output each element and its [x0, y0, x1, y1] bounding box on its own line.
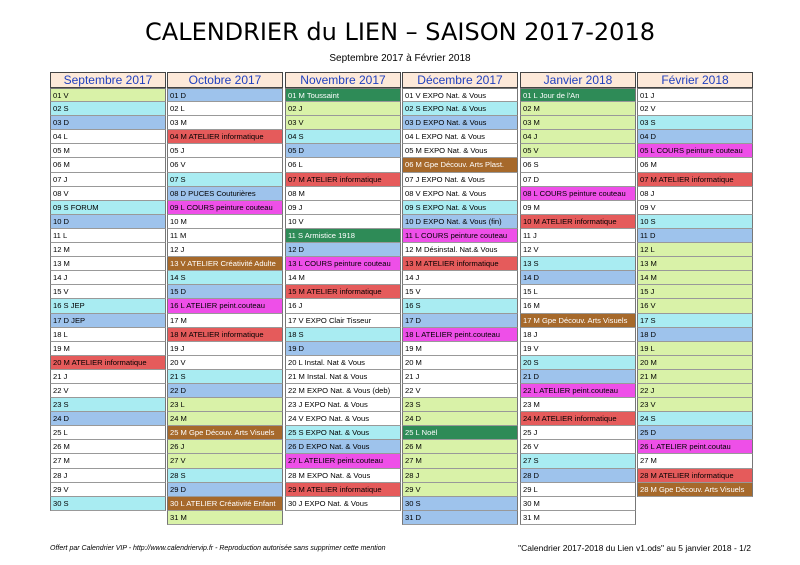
day-cell: 22 J	[637, 384, 753, 398]
day-cell: 19 V	[520, 342, 636, 356]
day-cell: 24 D	[50, 412, 166, 426]
day-cell: 12 J	[167, 243, 283, 257]
day-cell: 07 J EXPO Nat. & Vous	[402, 173, 518, 187]
day-cell: 29 V	[402, 483, 518, 497]
day-cell: 28 J	[50, 469, 166, 483]
day-cell: 20 V	[167, 356, 283, 370]
day-cell: 09 S FORUM	[50, 201, 166, 215]
day-cell: 25 L	[50, 426, 166, 440]
day-cell: 16 J	[285, 299, 401, 313]
day-cell: 04 M ATELIER informatique	[167, 130, 283, 144]
day-cell: 18 M ATELIER informatique	[167, 328, 283, 342]
day-cell: 03 M	[520, 116, 636, 130]
day-cell: 19 L	[637, 342, 753, 356]
day-cell: 11 M	[167, 229, 283, 243]
day-cell: 04 D	[637, 130, 753, 144]
day-cell: 25 J	[520, 426, 636, 440]
day-cell: 16 S JEP	[50, 299, 166, 313]
day-cell: 26 M	[402, 440, 518, 454]
day-cell: 28 D	[520, 469, 636, 483]
day-cell: 17 V EXPO Clair Tisseur	[285, 314, 401, 328]
day-cell: 08 V EXPO Nat. & Vous	[402, 187, 518, 201]
day-list	[285, 88, 401, 511]
day-cell: 07 D	[520, 173, 636, 187]
day-cell: 08 V	[50, 187, 166, 201]
day-cell: 24 M ATELIER informatique	[520, 412, 636, 426]
day-list	[50, 88, 166, 511]
day-cell: 07 S	[167, 173, 283, 187]
day-cell: 29 D	[167, 483, 283, 497]
day-cell: 21 S	[167, 370, 283, 384]
day-cell: 03 S	[637, 116, 753, 130]
day-cell: 27 S	[520, 454, 636, 468]
day-cell: 13 S	[520, 257, 636, 271]
day-cell: 31 M	[520, 511, 636, 525]
day-cell: 14 D	[520, 271, 636, 285]
day-cell: 10 D EXPO Nat. & Vous (fin)	[402, 215, 518, 229]
day-cell: 05 V	[520, 144, 636, 158]
day-cell: 02 V	[637, 102, 753, 116]
day-list	[520, 88, 636, 525]
month-header: Octobre 2017	[167, 72, 283, 88]
day-cell: 30 S	[402, 497, 518, 511]
day-cell: 26 J	[167, 440, 283, 454]
day-cell: 20 M	[402, 356, 518, 370]
day-cell: 17 D JEP	[50, 314, 166, 328]
day-cell: 09 L COURS peinture couteau	[167, 201, 283, 215]
day-cell: 01 D	[167, 88, 283, 102]
day-cell: 16 S	[402, 299, 518, 313]
day-cell: 03 D	[50, 116, 166, 130]
day-cell: 14 M	[637, 271, 753, 285]
month-header: Janvier 2018	[520, 72, 636, 88]
day-cell: 30 M	[520, 497, 636, 511]
day-cell: 12 D	[285, 243, 401, 257]
day-cell: 02 J	[285, 102, 401, 116]
day-cell: 12 V	[520, 243, 636, 257]
day-cell: 26 D EXPO Nat. & Vous	[285, 440, 401, 454]
day-cell: 04 L EXPO Nat. & Vous	[402, 130, 518, 144]
day-cell: 01 V	[50, 88, 166, 102]
day-cell: 11 S Armistice 1918	[285, 229, 401, 243]
day-cell: 05 L COURS peinture couteau	[637, 144, 753, 158]
page-title: CALENDRIER du LIEN – SAISON 2017-2018	[145, 18, 655, 46]
day-cell: 12 M	[50, 243, 166, 257]
day-cell: 23 J EXPO Nat. & Vous	[285, 398, 401, 412]
day-cell: 02 S	[50, 102, 166, 116]
day-list	[637, 88, 753, 497]
day-cell: 19 J	[167, 342, 283, 356]
day-cell: 22 L ATELIER peint.couteau	[520, 384, 636, 398]
day-list	[167, 88, 283, 525]
day-cell: 28 M Gpe Découv. Arts Visuels	[637, 483, 753, 497]
day-cell: 01 M Toussaint	[285, 88, 401, 102]
day-cell: 06 M	[50, 158, 166, 172]
day-cell: 22 M EXPO Nat. & Vous (deb)	[285, 384, 401, 398]
month-header: Novembre 2017	[285, 72, 401, 88]
footer-credit: Offert par Calendrier VIP - http://www.calendriervip.fr - Reproduction autorisée sans supprimer cette mention	[50, 545, 386, 552]
day-cell: 01 J	[637, 88, 753, 102]
day-cell: 02 M	[520, 102, 636, 116]
day-cell: 17 M Gpe Découv. Arts Visuels	[520, 314, 636, 328]
day-cell: 24 S	[637, 412, 753, 426]
day-cell: 08 D PUCES Couturières	[167, 187, 283, 201]
day-cell: 23 M	[520, 398, 636, 412]
day-cell: 08 J	[637, 187, 753, 201]
day-cell: 13 M	[637, 257, 753, 271]
day-cell: 18 S	[285, 328, 401, 342]
month-header: Décembre 2017	[402, 72, 518, 88]
day-cell: 04 J	[520, 130, 636, 144]
day-cell: 05 J	[167, 144, 283, 158]
day-cell: 28 S	[167, 469, 283, 483]
month-column	[50, 72, 166, 511]
day-cell: 24 V EXPO Nat. & Vous	[285, 412, 401, 426]
day-cell: 10 D	[50, 215, 166, 229]
day-cell: 07 M ATELIER informatique	[285, 173, 401, 187]
day-cell: 24 D	[402, 412, 518, 426]
day-cell: 23 S	[402, 398, 518, 412]
day-cell: 07 J	[50, 173, 166, 187]
day-cell: 02 L	[167, 102, 283, 116]
day-cell: 11 L COURS peinture couteau	[402, 229, 518, 243]
day-cell: 10 M ATELIER informatique	[520, 215, 636, 229]
day-cell: 03 V	[285, 116, 401, 130]
day-cell: 28 M EXPO Nat. & Vous	[285, 469, 401, 483]
day-cell: 05 M EXPO Nat. & Vous	[402, 144, 518, 158]
month-column	[285, 72, 401, 511]
day-cell: 20 L Instal. Nat & Vous	[285, 356, 401, 370]
day-cell: 08 M	[285, 187, 401, 201]
day-cell: 13 M ATELIER informatique	[402, 257, 518, 271]
day-cell: 06 S	[520, 158, 636, 172]
day-cell: 29 V	[50, 483, 166, 497]
day-cell: 30 J EXPO Nat. & Vous	[285, 497, 401, 511]
day-cell: 14 J	[402, 271, 518, 285]
day-cell: 31 D	[402, 511, 518, 525]
day-cell: 27 M	[402, 454, 518, 468]
day-cell: 12 L	[637, 243, 753, 257]
day-cell: 26 M	[50, 440, 166, 454]
month-column	[637, 72, 753, 497]
day-cell: 01 V EXPO Nat. & Vous	[402, 88, 518, 102]
day-cell: 11 D	[637, 229, 753, 243]
day-cell: 16 M	[520, 299, 636, 313]
day-cell: 14 S	[167, 271, 283, 285]
day-cell: 13 M	[50, 257, 166, 271]
day-cell: 06 M Gpe Découv. Arts Plast.	[402, 158, 518, 172]
day-cell: 26 V	[520, 440, 636, 454]
day-cell: 22 D	[167, 384, 283, 398]
month-column	[167, 72, 283, 525]
day-cell: 16 V	[637, 299, 753, 313]
day-cell: 13 V ATELIER Créativité Adulte	[167, 257, 283, 271]
day-cell: 18 D	[637, 328, 753, 342]
day-cell: 08 L COURS peinture couteau	[520, 187, 636, 201]
day-cell: 18 J	[520, 328, 636, 342]
month-column	[520, 72, 636, 525]
day-cell: 21 J	[402, 370, 518, 384]
page-subtitle: Septembre 2017 à Février 2018	[329, 53, 471, 64]
day-cell: 21 M Instal. Nat & Vous	[285, 370, 401, 384]
day-cell: 20 S	[520, 356, 636, 370]
day-cell: 24 M	[167, 412, 283, 426]
day-cell: 03 M	[167, 116, 283, 130]
day-cell: 02 S EXPO Nat. & Vous	[402, 102, 518, 116]
day-cell: 26 L ATELIER peint.coutau	[637, 440, 753, 454]
day-cell: 18 L ATELIER peint.couteau	[402, 328, 518, 342]
day-cell: 15 D	[167, 285, 283, 299]
day-cell: 17 M	[167, 314, 283, 328]
day-cell: 23 S	[50, 398, 166, 412]
day-cell: 27 M	[50, 454, 166, 468]
day-list	[402, 88, 518, 525]
day-cell: 27 M	[637, 454, 753, 468]
day-cell: 29 M ATELIER informatique	[285, 483, 401, 497]
day-cell: 14 J	[50, 271, 166, 285]
day-cell: 10 S	[637, 215, 753, 229]
day-cell: 30 S	[50, 497, 166, 511]
day-cell: 01 L Jour de l'An	[520, 88, 636, 102]
day-cell: 18 L	[50, 328, 166, 342]
day-cell: 25 M Gpe Découv. Arts Visuels	[167, 426, 283, 440]
day-cell: 06 V	[167, 158, 283, 172]
day-cell: 21 D	[520, 370, 636, 384]
day-cell: 04 S	[285, 130, 401, 144]
day-cell: 31 M	[167, 511, 283, 525]
day-cell: 29 L	[520, 483, 636, 497]
day-cell: 20 M ATELIER informatique	[50, 356, 166, 370]
day-cell: 05 M	[50, 144, 166, 158]
day-cell: 06 L	[285, 158, 401, 172]
day-cell: 11 J	[520, 229, 636, 243]
day-cell: 15 V	[50, 285, 166, 299]
day-cell: 09 J	[285, 201, 401, 215]
day-cell: 10 V	[285, 215, 401, 229]
day-cell: 19 D	[285, 342, 401, 356]
day-cell: 07 M ATELIER informatique	[637, 173, 753, 187]
day-cell: 17 S	[637, 314, 753, 328]
day-cell: 25 L Noël	[402, 426, 518, 440]
footer-file-info: "Calendrier 2017-2018 du Lien v1.ods" au 5 janvier 2018 - 1/2	[518, 543, 751, 553]
day-cell: 09 S EXPO Nat. & Vous	[402, 201, 518, 215]
day-cell: 25 S EXPO Nat. & Vous	[285, 426, 401, 440]
day-cell: 15 V	[402, 285, 518, 299]
day-cell: 03 D EXPO Nat. & Vous	[402, 116, 518, 130]
day-cell: 21 J	[50, 370, 166, 384]
day-cell: 21 M	[637, 370, 753, 384]
month-header: Septembre 2017	[50, 72, 166, 88]
day-cell: 15 J	[637, 285, 753, 299]
day-cell: 14 M	[285, 271, 401, 285]
day-cell: 27 L ATELIER peint.couteau	[285, 454, 401, 468]
day-cell: 23 V	[637, 398, 753, 412]
day-cell: 19 M	[50, 342, 166, 356]
day-cell: 11 L	[50, 229, 166, 243]
day-cell: 19 M	[402, 342, 518, 356]
day-cell: 10 M	[167, 215, 283, 229]
day-cell: 20 M	[637, 356, 753, 370]
month-column	[402, 72, 518, 525]
day-cell: 12 M Désinstal. Nat.& Vous	[402, 243, 518, 257]
day-cell: 28 M ATELIER informatique	[637, 469, 753, 483]
day-cell: 23 L	[167, 398, 283, 412]
day-cell: 30 L ATELIER Créativité Enfant	[167, 497, 283, 511]
day-cell: 28 J	[402, 469, 518, 483]
day-cell: 17 D	[402, 314, 518, 328]
month-header: Février 2018	[637, 72, 753, 88]
day-cell: 09 V	[637, 201, 753, 215]
day-cell: 09 M	[520, 201, 636, 215]
day-cell: 15 M ATELIER informatique	[285, 285, 401, 299]
day-cell: 15 L	[520, 285, 636, 299]
day-cell: 16 L ATELIER peint.couteau	[167, 299, 283, 313]
day-cell: 27 V	[167, 454, 283, 468]
day-cell: 22 V	[50, 384, 166, 398]
day-cell: 05 D	[285, 144, 401, 158]
day-cell: 04 L	[50, 130, 166, 144]
day-cell: 25 D	[637, 426, 753, 440]
day-cell: 13 L COURS peinture couteau	[285, 257, 401, 271]
day-cell: 22 V	[402, 384, 518, 398]
day-cell: 06 M	[637, 158, 753, 172]
